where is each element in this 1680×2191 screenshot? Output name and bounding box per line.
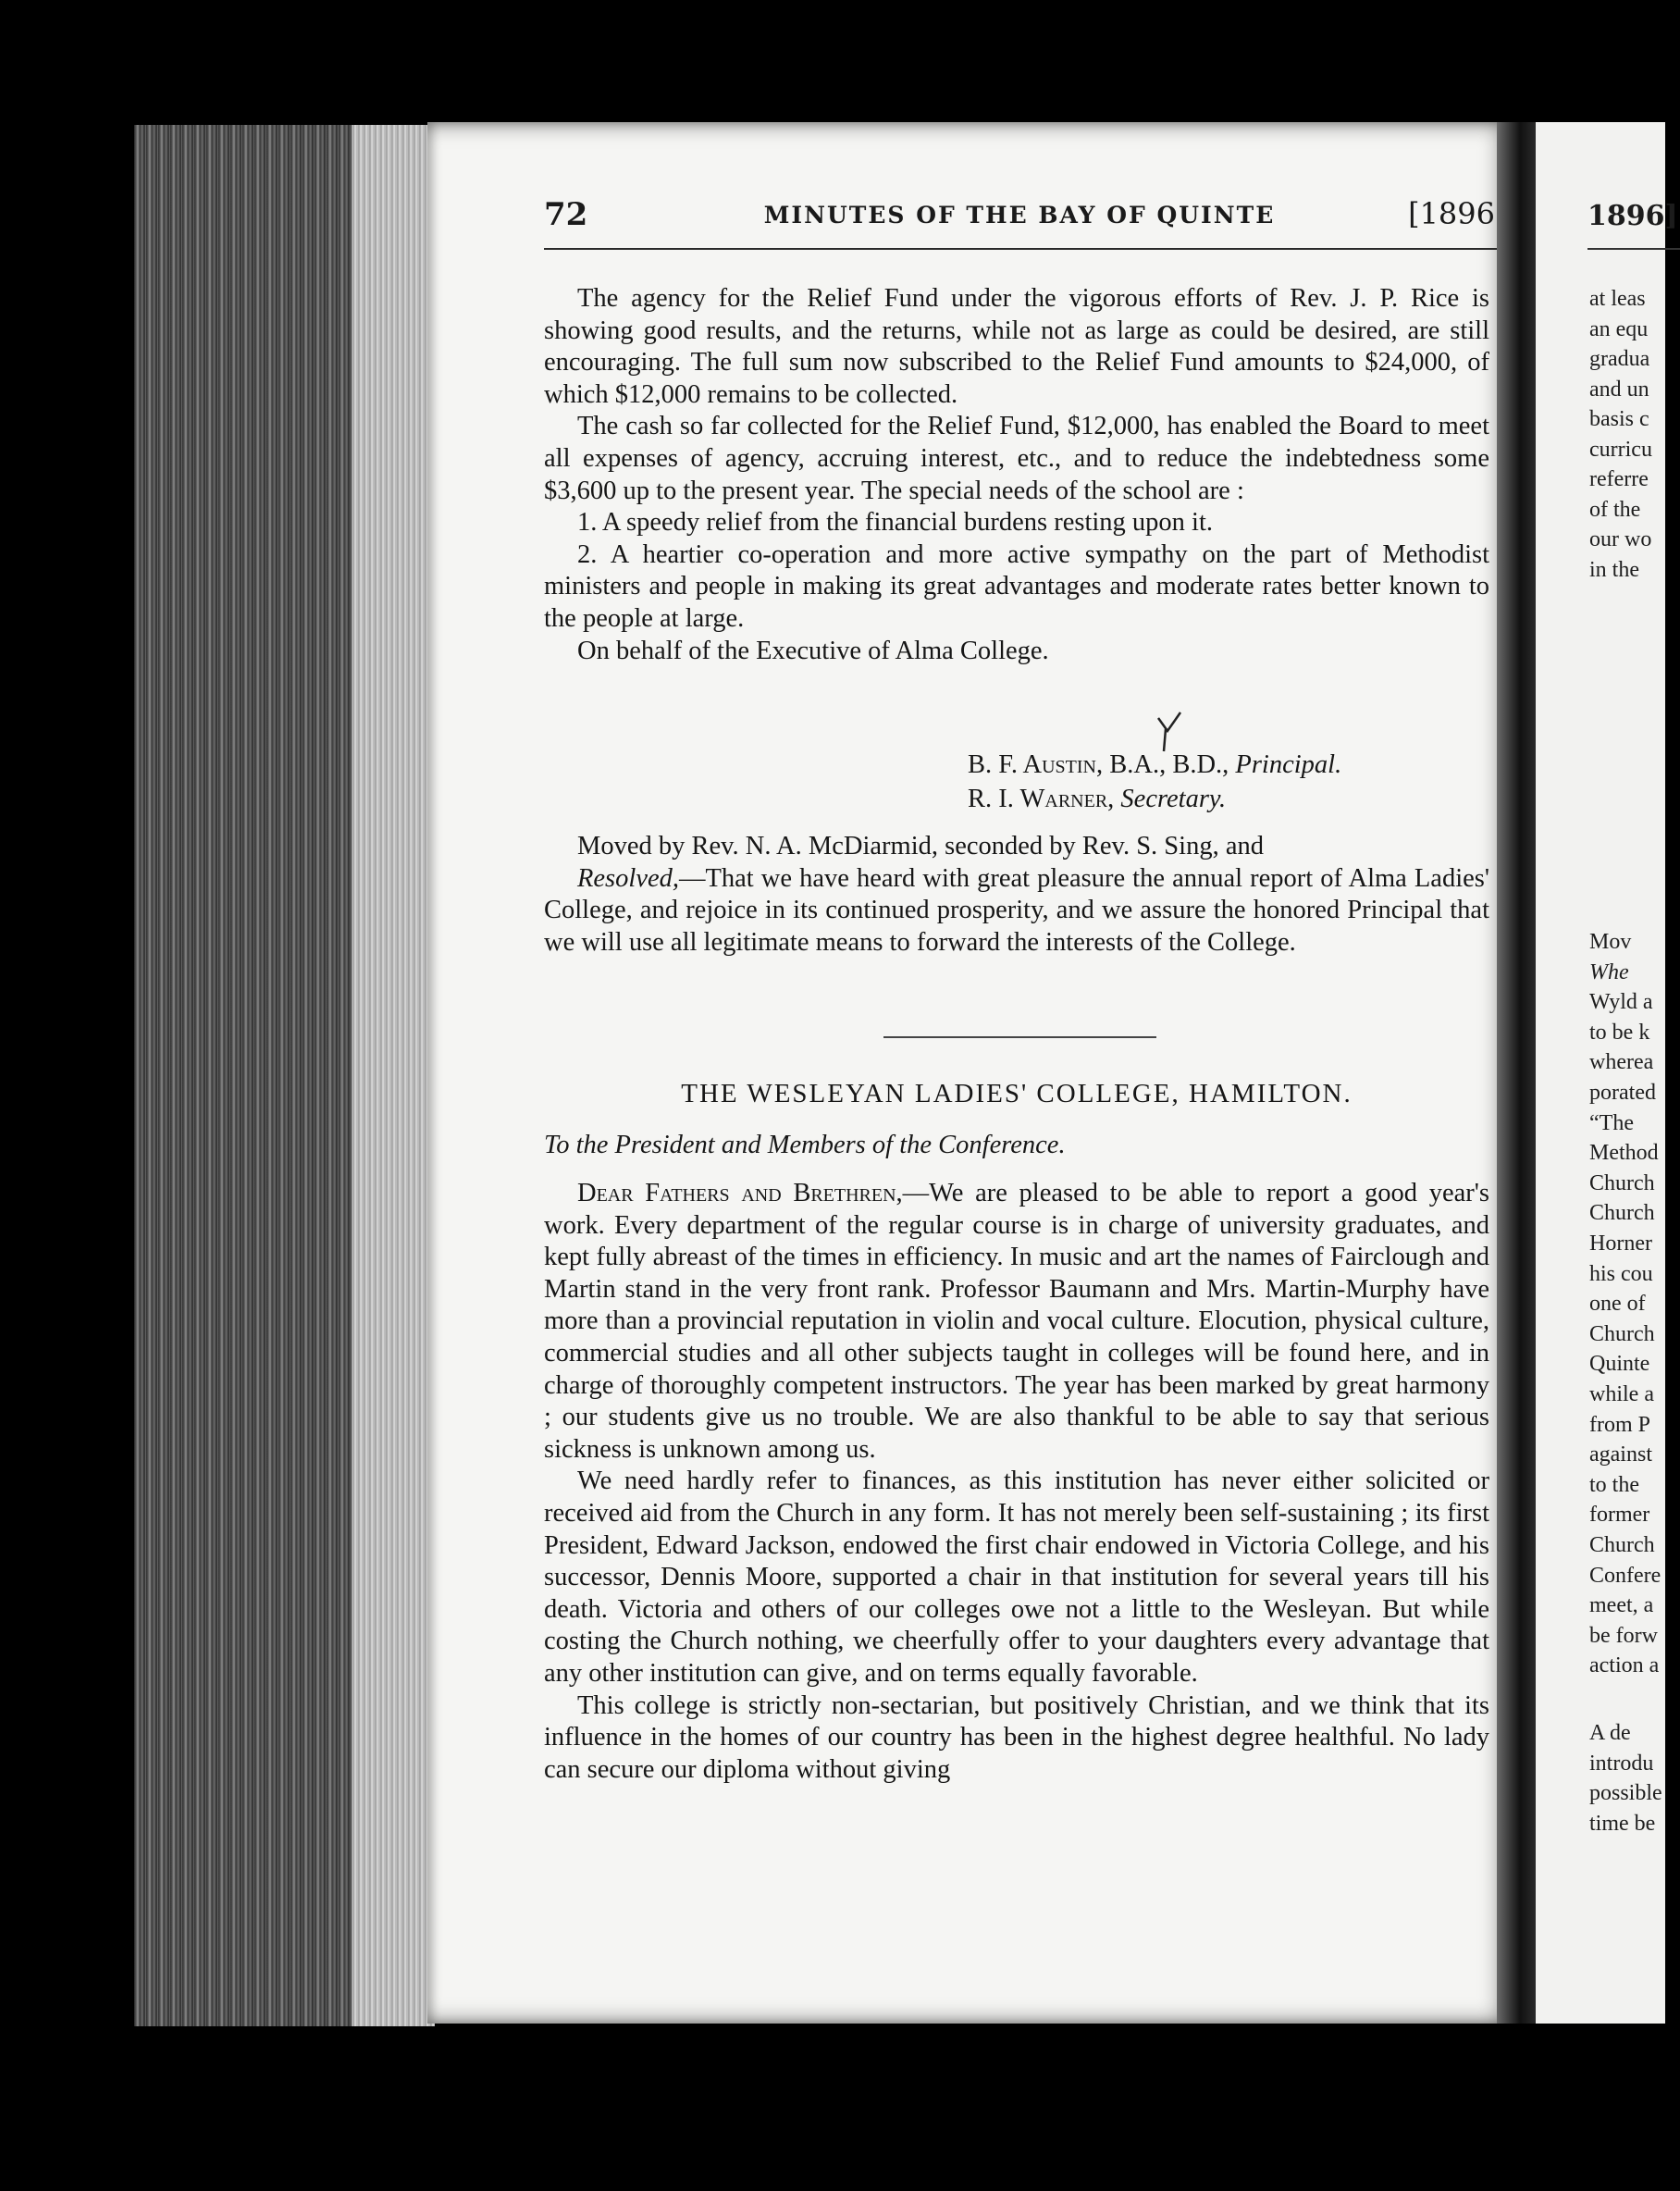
right-page-line: possible <box>1589 1781 1662 1805</box>
right-page-line: in the <box>1589 557 1639 582</box>
paragraph: This college is strictly non-sectarian, but positively Christian, and we think that its influence in the homes of our country has been in the highest degree healthful. No lady can secure our diploma without giving <box>544 1690 1489 1784</box>
right-page-line: referre <box>1589 467 1649 491</box>
section-title: THE WESLEYAN LADIES' COLLEGE, HAMILTON. <box>681 1079 1353 1108</box>
right-page-line: meet, a <box>1589 1593 1654 1618</box>
right-page-line: our wo <box>1589 527 1652 551</box>
paragraph: The agency for the Relief Fund under the vigorous efforts of Rev. J. P. Rice is showing good results, and the returns, while not as large as could be desired, are still encouraging. The full sum now subscribed to the Relief Fund amounts to $24,000, of which $12,000 remains to be collected. <box>544 284 1489 409</box>
signature-block <box>968 748 1486 816</box>
book-gutter <box>1497 122 1536 2024</box>
right-page-line: to be k <box>1589 1020 1650 1045</box>
right-page-line: at leas <box>1589 287 1646 311</box>
right-page-line: Mov <box>1589 930 1632 954</box>
right-header-rule <box>1587 248 1680 250</box>
right-page-line: Confere <box>1589 1563 1661 1588</box>
book-page-edges-light <box>352 125 435 2026</box>
right-page-line: Church <box>1589 1533 1655 1557</box>
right-page-line: from P <box>1589 1412 1650 1437</box>
header-year: [1896 <box>1408 196 1495 231</box>
principal-role: Principal. <box>1235 750 1342 779</box>
right-page-line: introdu <box>1589 1751 1654 1776</box>
right-page-line: wherea <box>1589 1050 1654 1075</box>
right-page-line: A de <box>1589 1721 1631 1745</box>
right-page-line: former <box>1589 1503 1650 1528</box>
right-page-line: while a <box>1589 1382 1654 1406</box>
right-page-line: “The <box>1589 1110 1634 1135</box>
principal-name: B. F. Austin, <box>968 750 1104 779</box>
behalf-line: On behalf of the Executive of Alma College. <box>577 636 1049 665</box>
right-page-line: one of <box>1589 1292 1646 1317</box>
right-page-line: porated <box>1589 1081 1656 1105</box>
list-item: 1. A speedy relief from the financial burdens resting upon it. <box>577 508 1213 538</box>
right-page-line: of the <box>1589 497 1641 522</box>
paragraph-text: —We are pleased to be able to report a good year's work. Every department of the regular course is in charge of university graduates, and kept fully abreast of the times in efficiency. In music and art the names of Fairclough and Martin stand in the very front rank. Professor Baumann and Mrs. Martin-Murphy have more than a provincial reputation in violin and vocal culture. Elocution, physical culture, commercial studies and all other subjects taught in colleges will be found here, and in charge of thoroughly competent instructors. The year has been marked by great harmony ; our students give us no trouble. We are also thankful to be able to say that serious sickness is unknown among us. <box>544 1179 1489 1464</box>
resolved-text: —That we have heard with great pleasure the annual report of Alma Ladies' College, and rejoice in its continued prosperity, and we assure the honored Principal that we will use all legitimate means to forward the interests of the College. <box>544 863 1489 957</box>
moved-line: Moved by Rev. N. A. McDiarmid, seconded by Rev. S. Sing, and <box>577 832 1264 860</box>
right-page-line: Method <box>1589 1141 1659 1166</box>
page-number: 72 <box>544 196 588 233</box>
right-page-line: against <box>1589 1442 1652 1467</box>
resolution <box>544 831 1489 959</box>
resolved-paragraph <box>544 863 1489 959</box>
principal-degrees: B.A., B.D., <box>1109 750 1229 779</box>
right-page-line: his cou <box>1589 1261 1653 1286</box>
header-rule <box>544 248 1497 250</box>
signature-secretary <box>968 782 1486 816</box>
paragraph: The cash so far collected for the Relief Fund, $12,000, has enabled the Board to meet all expenses of agency, accruing interest, etc., and to reduce the indebtedness some $3,600 up to the present year. The special needs of the school are : <box>544 412 1489 505</box>
right-page-line: action a <box>1589 1653 1660 1678</box>
right-page-header: 1896] <box>1587 200 1678 232</box>
right-page-line: Quinte <box>1589 1352 1650 1377</box>
right-page-line: Whe <box>1589 959 1629 984</box>
resolved-label: Resolved, <box>577 863 679 893</box>
page-header <box>544 196 1495 233</box>
right-page-line: an equ <box>1589 316 1649 341</box>
list-item: 2. A heartier co-operation and more active sympathy on the part of Methodist ministers and people in making its great advantages and moderate rates better known to the people at large. <box>544 539 1489 633</box>
right-page-line: gradua <box>1589 347 1650 371</box>
alma-college-report <box>544 283 1489 667</box>
running-title: MINUTES OF THE BAY OF QUINTE <box>763 202 1276 229</box>
right-page-line: curricu <box>1589 437 1652 462</box>
right-page-line: Church <box>1589 1321 1655 1346</box>
right-page-line: Horner <box>1589 1232 1652 1256</box>
right-page-line: be forw <box>1589 1623 1658 1648</box>
secretary-role: Secretary. <box>1120 785 1227 813</box>
right-page-line: Wyld a <box>1589 990 1653 1015</box>
right-page-line: and un <box>1589 377 1649 402</box>
section-divider <box>883 1036 1156 1038</box>
right-page-line: time be <box>1589 1811 1656 1836</box>
paragraph: We need hardly refer to finances, as this institution has never either solicited or received aid from the Church in any form. It has not merely been self-sustaining ; its first President, Edward Jackson, endowed the first chair endowed in Victoria College, and his successor, Dennis Moore, supported a chair in that institution for several years till his death. Victoria and others of our colleges owe not a little to the Wesleyan. But while costing the Church nothing, we cheerfully offer to your daughters every advantage that any other institution can give, and on terms equally favorable. <box>544 1467 1489 1688</box>
right-page-line: basis c <box>1589 407 1649 431</box>
right-page-fragment <box>1536 122 1678 2024</box>
paragraph <box>544 1178 1489 1466</box>
address-line: To the President and Members of the Conference. <box>544 1131 1066 1159</box>
secretary-name: R. I. Warner, <box>968 785 1115 813</box>
right-page-line: Church <box>1589 1201 1655 1226</box>
signature-principal <box>968 748 1486 782</box>
wesleyan-college-report <box>544 1178 1489 1786</box>
right-page-line: Church <box>1589 1170 1655 1195</box>
salutation: Dear Fathers and Brethren, <box>577 1179 903 1207</box>
right-page-line: to the <box>1589 1472 1639 1497</box>
